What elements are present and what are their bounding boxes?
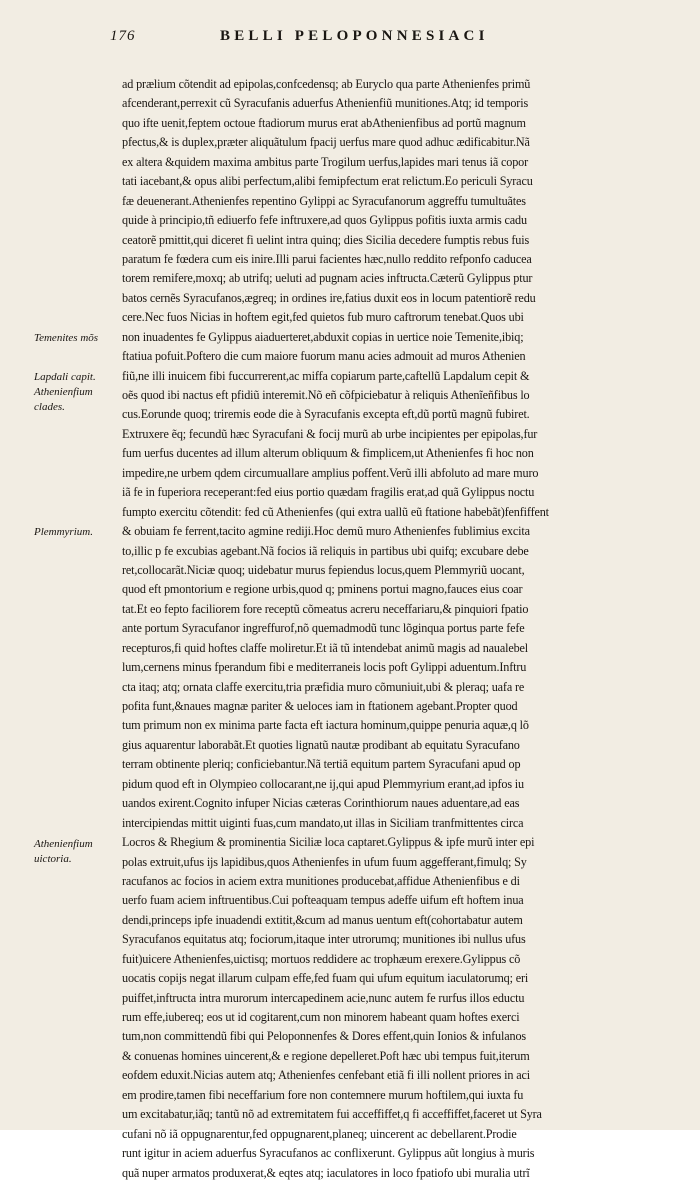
text-line: fæ deuenerant.Athenienfes repentino Gylippi ac Syracufanorum aggreffu tumultuãtes [122, 193, 526, 208]
text-line: rum effe,iubereq; eos ut id cogitarent,cum non minorem habeant quam hoftes exerci [122, 1010, 520, 1024]
text-line: polas extruit,ufus ijs lapidibus,quos Athenienfes in ufum fuum aggefferant,fimulq; Sy [122, 854, 527, 869]
text-line: fumpto exercitu cõtendit: fed cũ Athenienfes (qui extra uallũ eũ ftatione habebãt)fenfiffent [122, 504, 549, 519]
text-line: iã fe in fuperiora receperant:fed eius portio quædam fragilis erat,ad quã Gylippus noctu [122, 485, 535, 500]
text-line: fuit)uicere Athenienfes,uictisq; mortuos reddidere ac trophæum erexere.Gylippus cõ [122, 951, 521, 966]
text-line: em prodire,tamen fibi neceffarium fore non contemnere murum hoftilem,qui iuxta fu [122, 1087, 524, 1102]
text-line: impedire,ne urbem qdem circumuallare amplius poffent.Verũ illi abfoluto ad mare muro [122, 465, 539, 480]
text-line: dendi,princeps ipfe inuadendi extitit,&cum ad manus uentum eft(cohortabatur autem [122, 912, 523, 927]
text-line: uandos exirent.Cognito infuper Nicias cæteras Corinthiorum naues aduentare,ad eas [122, 796, 520, 811]
text-line: ex altera &quidem maxima ambitus parte Trogilum uerfus,lapides mari tenus iã copor [122, 154, 529, 169]
page-number: 176 [110, 28, 136, 44]
margin-note [34, 525, 93, 540]
text-line: Locros & Rhegium & prominentia Siciliæ loca captaret.Gylippus & ipfe murũ inter epi [122, 835, 535, 850]
margin-note-line: Plemmyrium. [34, 526, 93, 539]
text-line: Syracufanos equitatus atq; fociorum,itaque inter utrorumq; munitiones ibi nullus ufus [122, 932, 526, 947]
text-line: batos cernẽs Syracufanos,ægreq; in ordines ire,fatius duxit eos in locum patentiorẽ redu [122, 290, 536, 305]
margin-note-line: Temenites mõs [34, 331, 99, 344]
text-line: cus.Eorunde quoq; triremis eode die à Syracufanis excepta eft,dũ portũ magnũ fubiret. [122, 407, 530, 422]
margin-note [34, 837, 93, 867]
text-line: ante portum Syracufanor ingreffurof,nõ quemadmodũ tunc lõginqua portus parte fefe [122, 621, 525, 636]
text-line: intercipiendas mittit uiginti fuas,cum mandato,ut illas in Siciliam tranfmittentes circa [122, 815, 524, 830]
text-line: tat.Et eo fepto faciliorem fore receptũ cõmeatus acreru neceffariaru,& pinquiori fpatio [122, 601, 529, 616]
text-line: quo ifte uenit,feptem octoue ftadiorum murus erat abAthenienfibus ad portũ magnum [122, 115, 526, 130]
text-line: cufani nõ iã oppugnarentur,fed oppugnarent,planeq; uincerent ac debellarent.Prodie [122, 1126, 517, 1141]
text-line: tum primum non ex minima parte facta eft iactura hominum,quippe penuria aquæ,q lõ [122, 718, 529, 733]
text-line: afcenderant,perrexit cũ Syracufanis aduerfus Athenienfiũ munitiones.Atq; id temporis [122, 96, 529, 111]
margin-note [34, 370, 96, 415]
text-line: puiffet,inftructa intra murorum intercapedinem acie,nunc autem fe rurfus illos eductu [122, 990, 525, 1005]
text-line: quod eft pmontorium e regione urbis,quod q; pminens portui magno,fauces eius coar [122, 582, 523, 597]
margin-note-line: Athenienfium [34, 837, 93, 850]
text-line: runt igitur in aciem aduerfus Syracufanos ac conflixerunt. Gylippus aũt longius à muris [122, 1146, 535, 1161]
text-line: um excitabatur,iãq; tantũ nõ ad extremitatem fui acceffiffet,q fi acceffiffet,faceret ut Syra [122, 1107, 542, 1122]
text-line: cere.Nec fuos Nicias in hoftem egit,fed quietos fub muro caftrorum tenebat.Quos ubi [122, 310, 524, 325]
text-line: uocatis copijs negat illarum culpam effe,fed fuam qui ufum equitum iaculatorumq; eri [122, 971, 529, 986]
text-line: fum uerfus ducentes ad illum alterum obliquum & fimplicem,ut Athenienfes fi hoc non [122, 446, 534, 461]
text-line: non inuadentes fe Gylippus aiaduerteret,abduxit copias in uertice noie Temenite,ibiq; [122, 329, 524, 344]
text-line: oẽs quod ibi nactus eft pfidiũ interemit.Nõ eñ cõfpiciebatur à reliquis Athenĩeñfibus lo [122, 388, 530, 402]
margin-note-line: clades. [34, 400, 65, 413]
margin-notes [0, 0, 122, 1130]
text-line: to,illic p fe excubias agebant.Nã focios iã reliquis in partibus ubi quifq; excubare debe [122, 543, 529, 558]
text-line: & conuenas homines uincerent,& e regione depelleret.Poft hæc ubi tempus fuit,iterum [122, 1048, 530, 1063]
margin-note-line: uictoria. [34, 852, 72, 865]
margin-note-line: Athenienfium [34, 385, 93, 398]
page-header [110, 28, 670, 60]
text-line: fiũ,ne illi inuicem fibi fuccurrerent,ac miffa copiarum parte,caftellũ Lapdalum cepit & [122, 368, 530, 383]
text-line: uerfo fuam aciem inftruentibus.Cui pofteaquam tempus adeffe uifum eft hoftem inua [122, 893, 524, 908]
text-line: Extruxere ẽq; fecundũ hæc Syracufani & focij murũ ab urbe incipientes per epipolas,fur [122, 426, 538, 441]
text-line: quã nuper armatos produxerat,& eqtes atq; iaculatores in loco fpatiofo ubi muralia utrĩ [122, 1165, 530, 1180]
text-line: torem remifere,moxq; ab utrifq; ueluti ad pugnam acies inftructa.Cæterũ Gylippus ptur [122, 271, 533, 286]
body-text [122, 75, 674, 1183]
text-line: quide à principio,tñ ediuerfo fefe inftruxere,ad quos Gylippus pofitis iuxta armis cadu [122, 213, 527, 228]
running-title: BELLI PELOPONNESIACI [220, 28, 489, 44]
text-line: ret,collocarãt.Niciæ quoq; uidebatur murus fepiendus locus,quem Plemmyriũ uocant, [122, 562, 525, 577]
text-line: cta itaq; atq; ornata claffe exercitu,tria præfidia muro cõmuniuit,ubi & pleraq; uafa re [122, 679, 525, 694]
text-line: recepturos,fi quid hoftes claffe moliretur.Et iã tũ intendebat animũ magis ad naualebel [122, 640, 529, 655]
text-line: tum,non committendũ fibi qui Peloponnenfes & Dores effent,quin Ionios & infulanos [122, 1029, 526, 1044]
text-line: terram obtinente pleriq; conficiebantur.Nã tertiã equitum partem Syracufani apud op [122, 757, 521, 772]
text-line: pidum quod eft in Olympieo collocarant,ne ij,qui apud Plemmyrium erant,ad ipfos iu [122, 776, 524, 791]
text-line: eofdem eduxit.Nicias autem atq; Athenienfes cenfebant etiã fi illi nollent priores in aci [122, 1068, 530, 1083]
text-line: paratum fe fœdera cum eis inire.Illi parui facientes hæc,nullo reddito refponfo caducea [122, 251, 532, 266]
text-line: racufanos ac focios in aciem extra munitiones producebat,affidue Athenienfibus e di [122, 873, 520, 888]
text-line: lum,cernens minus fperandum fibi e mediterraneis locis poft Gylippi aduentum.Inftru [122, 660, 527, 675]
text-line: ftatiua pofuit.Poftero die cum maiore fuorum manu acies admouit ad muros Athenien [122, 349, 526, 364]
text-line: gius aquarentur laborabãt.Et quoties lignatũ nautæ prodibant ab equitatu Syracufano [122, 737, 520, 752]
text-line: tati iacebant,& opus alibi perfectum,alibi femipfectum erat relictum.Eo periculi Syracu [122, 174, 533, 189]
margin-note-line: Lapdali capit. [34, 370, 96, 383]
text-line: ceatorẽ pmittit,qui diceret fi uelint intra quinq; dies Sicilia decedere fumptis rebus fuis [122, 232, 530, 247]
text-line: pfectus,& is duplex,præter aliquãtulum fpacij uerfus mare quod adhuc ædificabitur.Nã [122, 135, 530, 150]
margin-note [34, 331, 98, 346]
text-line: pofita funt,&naues magnæ pariter & ueloces iam in ftationem agebant.Propter quod [122, 699, 518, 713]
text-line: ad prælium cõtendit ad epipolas,confcedensq; ab Euryclo qua parte Athenienfes primũ [122, 77, 531, 91]
text-line: & obuiam fe ferrent,tacito agmine rediji.Hoc demũ muro Athenienfes fublimius excita [122, 524, 530, 539]
